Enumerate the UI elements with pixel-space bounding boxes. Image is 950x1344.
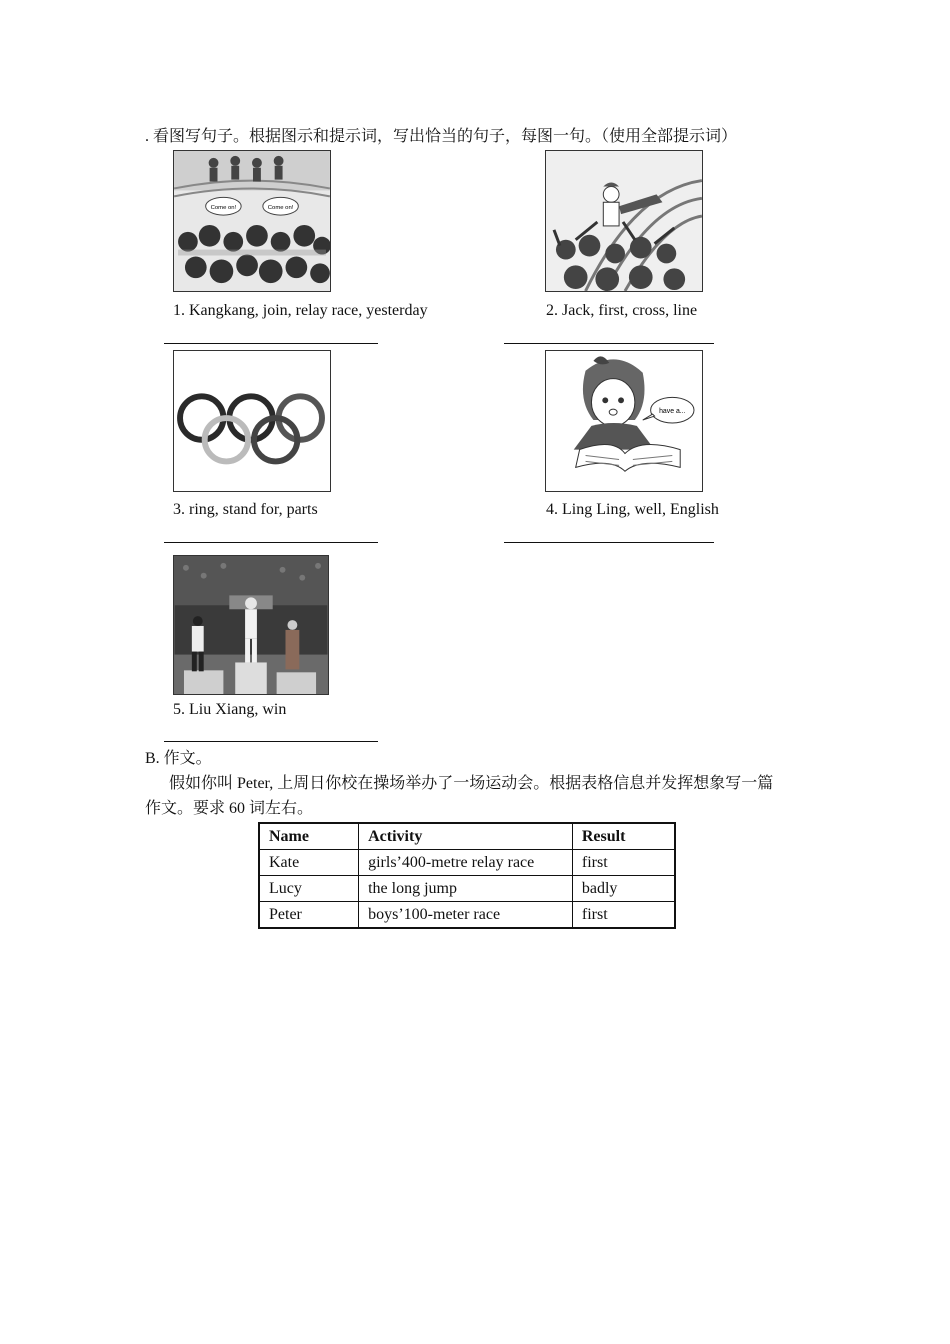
relay-race-illustration <box>174 151 330 291</box>
answer-line-2[interactable] <box>504 343 714 344</box>
cell-result: first <box>572 902 675 929</box>
part-b-heading: B. 作文。 <box>145 750 212 767</box>
header-name: Name <box>259 823 359 850</box>
prompt-3: 3. ring, stand for, parts <box>173 501 318 518</box>
part-a-instruction: . 看图写句子。根据图示和提示词，写出恰当的句子，每图一句。（使用全部提示词） <box>145 128 738 145</box>
cell-name: Kate <box>259 850 359 876</box>
answer-line-4[interactable] <box>504 542 714 543</box>
header-activity: Activity <box>359 823 573 850</box>
table-row <box>259 902 675 929</box>
answer-line-3[interactable] <box>164 542 378 543</box>
header-result: Result <box>572 823 675 850</box>
olympic-rings-icon <box>174 351 330 491</box>
bubble-text-4: have a... <box>659 408 686 416</box>
prompt-2: 2. Jack, first, cross, line <box>546 302 698 319</box>
cell-activity: girls’400-metre relay race <box>359 850 573 876</box>
cell-result: first <box>572 850 675 876</box>
part-b-instruction-line-2: 作文。要求 60 词左右。 <box>145 800 314 817</box>
picture-olympic-rings <box>173 350 331 492</box>
medal-ceremony-photo <box>174 556 328 694</box>
picture-finish-line <box>545 150 703 292</box>
cell-name: Lucy <box>259 876 359 902</box>
picture-medal-ceremony <box>173 555 329 695</box>
picture-relay-race <box>173 150 331 292</box>
picture-girl-reading <box>545 350 703 492</box>
prompt-1: 1. Kangkang, join, relay race, yesterday <box>173 302 428 319</box>
table-row <box>259 850 675 876</box>
girl-reading-illustration <box>546 351 702 491</box>
table-header-row <box>259 823 675 850</box>
part-b-instruction-line-1: 假如你叫 Peter, 上周日你校在操场举办了一场运动会。根据表格信息并发挥想象写一篇 <box>169 775 774 792</box>
answer-line-5[interactable] <box>164 741 378 742</box>
sports-meeting-table <box>258 822 676 929</box>
prompt-4: 4. Ling Ling, well, English <box>546 501 719 518</box>
answer-line-1[interactable] <box>164 343 378 344</box>
cell-name: Peter <box>259 902 359 929</box>
bubble-text-2: Come on! <box>267 205 294 212</box>
cell-result: badly <box>572 876 675 902</box>
bubble-text-1: Come on! <box>210 205 237 212</box>
prompt-5: 5. Liu Xiang, win <box>173 701 287 718</box>
table-row <box>259 876 675 902</box>
winner-illustration <box>546 151 702 291</box>
cell-activity: the long jump <box>359 876 573 902</box>
cell-activity: boys’100-meter race <box>359 902 573 929</box>
